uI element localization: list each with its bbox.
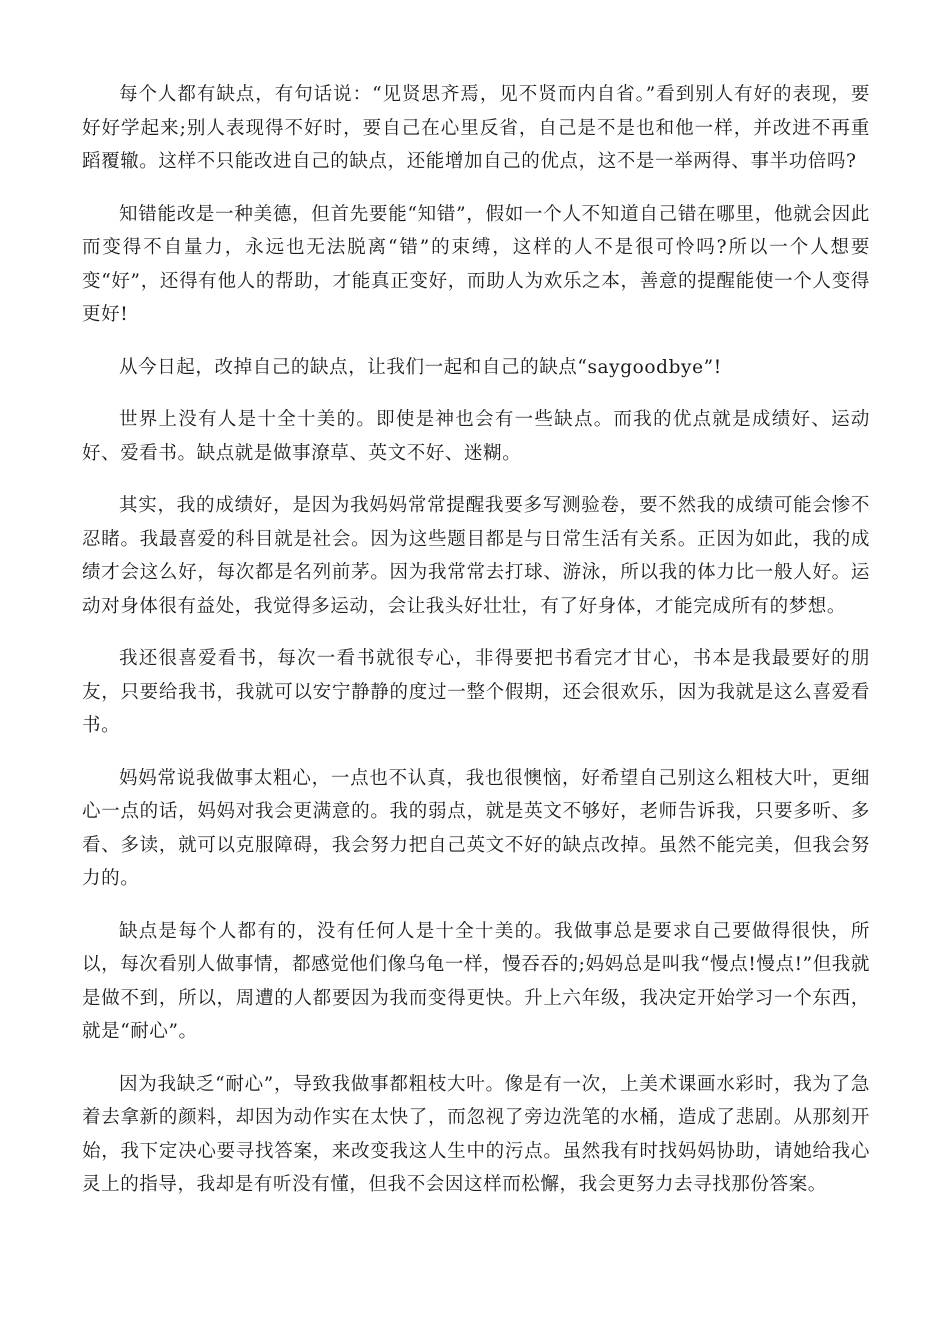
paragraph-3: 从今日起，改掉自己的缺点，让我们一起和自己的缺点“saygoodbye”! — [119, 356, 722, 378]
paragraph-2: 知错能改是一种美德，但首先要能“知错”，假如一个人不知道自己错在哪里，他就会因此而变得不自量力，永远也无法脱离“错”的束缚，这样的人不是很可怜吗?所以一个人想要变“好”，还得有他人的帮助，才能真正变好，而助人为欢乐之本，善意的提醒能使一个人变得更好! — [82, 203, 870, 325]
paragraph-8: 缺点是每个人都有的，没有任何人是十全十美的。我做事总是要求自己要做得很快，所以，每次看别人做事情，都感觉他们像乌龟一样，慢吞吞的;妈妈总是叫我“慢点!慢点!”但我就是做不到，所以，周遭的人都要因为我而变得更快。升上六年级，我决定开始学习一个东西，就是“耐心”。 — [82, 920, 870, 1042]
paragraph-9: 因为我缺乏“耐心”，导致我做事都粗枝大叶。像是有一次，上美术课画水彩时，我为了急着去拿新的颜料，却因为动作实在太快了，而忽视了旁边洗笔的水桶，造成了悲剧。从那刻开始，我下定决心要寻找答案，来改变我这人生中的污点。虽然我有时找妈妈协助，请她给我心灵上的指导，我却是有听没有懂，但我不会因这样而松懈，我会更努力去寻找那份答案。 — [82, 1073, 870, 1195]
paragraph-5: 其实，我的成绩好，是因为我妈妈常常提醒我要多写测验卷，要不然我的成绩可能会惨不忍睹。我最喜爱的科目就是社会。因为这些题目都是与日常生活有关系。正因为如此，我的成绩才会这么好，每次都是名列前茅。因为我常常去打球、游泳，所以我的体力比一般人好。运动对身体很有益处，我觉得多运动，会让我头好壮壮，有了好身体，才能完成所有的梦想。 — [82, 495, 870, 617]
paragraph-1: 每个人都有缺点，有句话说：“见贤思齐焉，见不贤而内自省。”看到别人有好的表现，要好好学起来;别人表现得不好时，要自己在心里反省，自己是不是也和他一样，并改进不再重蹈覆辙。这样不只能改进自己的缺点，还能增加自己的优点，这不是一举两得、事半功倍吗? — [82, 84, 870, 172]
paragraph-4: 世界上没有人是十全十美的。即使是神也会有一些缺点。而我的优点就是成绩好、运动好、爱看书。缺点就是做事潦草、英文不好、迷糊。 — [82, 409, 870, 464]
paragraph-7: 妈妈常说我做事太粗心，一点也不认真，我也很懊恼，好希望自己别这么粗枝大叶，更细心一点的话，妈妈对我会更满意的。我的弱点，就是英文不够好，老师告诉我，只要多听、多看、多读，就可以克服障碍，我会努力把自己英文不好的缺点改掉。虽然不能完美，但我会努力的。 — [82, 767, 870, 889]
document-body — [82, 78, 870, 1221]
paragraph-6: 我还很喜爱看书，每次一看书就很专心，非得要把书看完才甘心，书本是我最要好的朋友，只要给我书，我就可以安宁静静的度过一整个假期，还会很欢乐，因为我就是这么喜爱看书。 — [82, 648, 870, 736]
